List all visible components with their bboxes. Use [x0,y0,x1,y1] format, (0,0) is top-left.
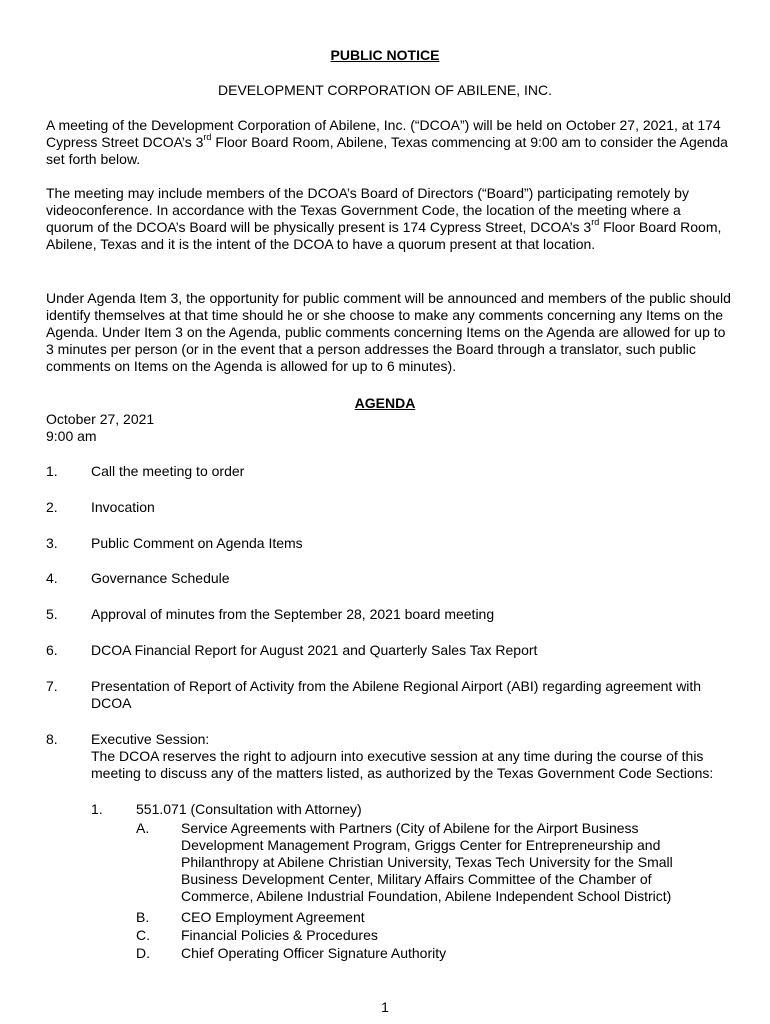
agenda-item-number: 8. [46,731,58,747]
notice-title: PUBLIC NOTICE [330,47,440,63]
videoconference-paragraph-text-2: Floor Board Room, Abilene, Texas and it is the intent of the DCOA to have a quorum present at that location. [46,219,722,252]
public-comment-paragraph: Under Agenda Item 3, the opportunity for public comment will be announced and members of the public should identify themselves at that time should he or she choose to make any comments concerning any Items on the Agenda. Under Item 3 on the Agenda, public comments concerning Items on the Agenda are allowed for up to 3 minutes per person (or in the event that a person addresses the Board through a translator, such public comments on Items on the Agenda is allowed for up to 6 minutes). [46,290,731,374]
letter-item-marker: B. [136,909,150,925]
letter-item-marker: C. [136,927,150,943]
agenda-item-number: 4. [46,570,58,586]
agenda-item-number: 3. [46,535,58,551]
meeting-paragraph [46,117,731,168]
agenda-item-text: DCOA Financial Report for August 2021 and Quarterly Sales Tax Report [91,642,538,658]
meeting-paragraph-text-2: Floor Board Room, Abilene, Texas commencing at 9:00 am to consider the Agenda set forth below. [46,134,728,167]
letter-item-marker: D. [136,945,150,961]
organization-name: DEVELOPMENT CORPORATION OF ABILENE, INC. [218,82,552,98]
letter-item-text: Service Agreements with Partners (City of Abilene for the Airport Business Development Management Program, Griggs Center for Entrepreneurship and Philanthropy at Abilene Christian University, Texas Tech University for the Small Business Development Center, Military Affairs Committee of the Chamber of Commerce, Abilene Industrial Foundation, Abilene Independent School District) [181,820,673,904]
agenda-item-text: Approval of minutes from the September 28, 2021 board meeting [91,606,495,622]
letter-item-text: Chief Operating Officer Signature Authority [181,945,447,961]
videoconference-paragraph [46,185,731,253]
page-number: 1 [381,999,389,1015]
sub-item-text: 551.071 (Consultation with Attorney) [136,801,362,817]
agenda-item-text: Public Comment on Agenda Items [91,535,303,551]
letter-item-text: CEO Employment Agreement [181,909,365,925]
agenda-item-number: 5. [46,606,58,622]
videoconference-paragraph-sup: rd [591,217,600,228]
executive-session-description: The DCOA reserves the right to adjourn into executive session at any time during the course of this meeting to discuss any of the matters listed, as authorized by the Texas Government Code Sections: [91,748,714,781]
videoconference-paragraph-text-1: The meeting may include members of the DCOA’s Board of Directors (“Board”) participating remotely by videoconference. In accordance with the Texas Government Code, the location of the meeting where a quorum of the DCOA’s Board will be physically present is 174 Cypress Street, DCOA’s 3 [46,185,689,235]
agenda-date: October 27, 2021 [46,411,155,427]
agenda-heading: AGENDA [354,395,416,411]
agenda-time: 9:00 am [46,428,97,444]
agenda-item-number: 2. [46,499,58,515]
agenda-item-text: Presentation of Report of Activity from the Abilene Regional Airport (ABI) regarding agreement with DCOA [91,678,702,711]
agenda-item-text: Governance Schedule [91,570,230,586]
agenda-item-text: Executive Session: [91,731,210,747]
agenda-item-number: 6. [46,642,58,658]
agenda-item-text: Invocation [91,499,155,515]
agenda-item-text: Call the meeting to order [91,463,245,479]
agenda-item-number: 1. [46,463,58,479]
letter-item-marker: A. [136,820,150,836]
sub-item-number: 1. [91,801,103,817]
agenda-item-number: 7. [46,678,58,694]
meeting-paragraph-text-1: A meeting of the Development Corporation of Abilene, Inc. (“DCOA”) will be held on October 27, 2021, at 174 Cypress Street DCOA’s 3 [46,117,721,150]
meeting-paragraph-sup: rd [203,132,212,143]
letter-item-text: Financial Policies & Procedures [181,927,378,943]
